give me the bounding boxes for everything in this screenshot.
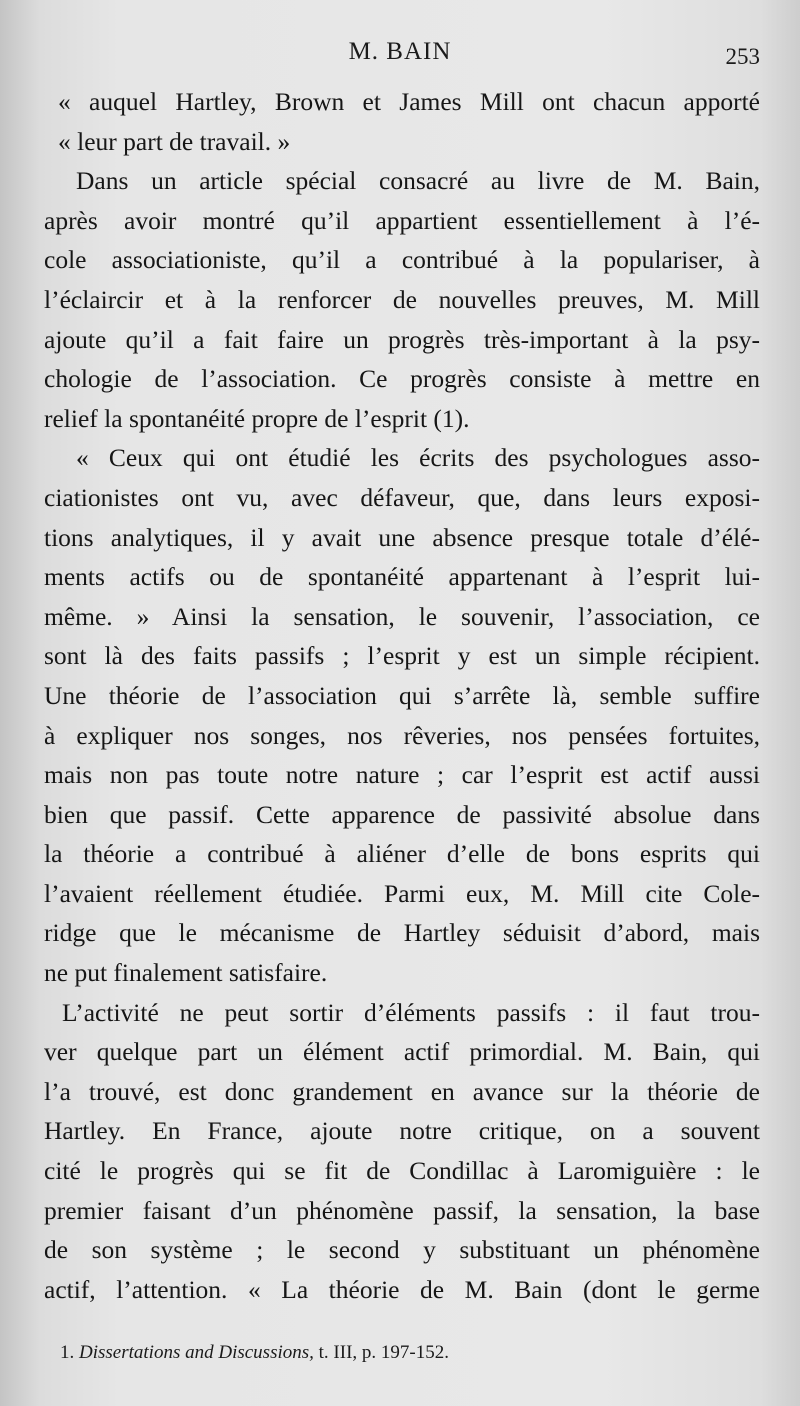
text-line: actif, l’attention. « La théorie de M. Bain (dont le germe — [44, 1274, 760, 1304]
text-line: « auquel Hartley, Brown et James Mill ont chacun apporté — [58, 87, 760, 116]
text-line: l’éclaircir et à la renforcer de nouvelles preuves, M. Mill — [44, 284, 760, 314]
text-line: chologie de l’association. Ce progrès consiste à mettre en — [44, 364, 760, 394]
page-number: 253 — [725, 44, 760, 69]
text-line: même. » Ainsi la sensation, le souvenir, l’association, ce — [44, 601, 760, 631]
footnote-number: 1. — [60, 1342, 75, 1363]
footnote — [60, 1342, 449, 1364]
text-line: à expliquer nos songes, nos rêveries, nos pensées fortuites, — [44, 720, 760, 750]
text-line: ments actifs ou de spontanéité appartenant à l’esprit lui- — [44, 562, 760, 592]
text-line: « leur part de travail. » — [58, 126, 291, 156]
page-header — [0, 38, 800, 78]
text-line: L’activité ne peut sortir d’éléments passifs : il faut trou- — [62, 997, 760, 1027]
text-line: relief la spontanéité propre de l’esprit (1). — [44, 403, 470, 433]
text-line: ajoute qu’il a fait faire un progrès très-important à la psy- — [44, 324, 760, 354]
running-head: M. BAIN — [348, 38, 452, 65]
footnote-work-title: Dissertations and Discussions, — [79, 1342, 314, 1363]
text-line: l’avaient réellement étudiée. Parmi eux, M. Mill cite Cole- — [44, 878, 760, 908]
body-text — [44, 82, 760, 1309]
text-line: cole associationiste, qu’il a contribué à la populariser, à — [44, 245, 760, 275]
text-line: tions analytiques, il y avait une absence presque totale d’élé- — [44, 522, 760, 552]
text-line: l’a trouvé, est donc grandement en avance sur la théorie de — [44, 1076, 760, 1106]
footnote-reference: t. III, p. 197-152. — [318, 1342, 449, 1363]
text-line: après avoir montré qu’il appartient essentiellement à l’é- — [44, 205, 760, 235]
text-line: mais non pas toute notre nature ; car l’esprit est actif aussi — [44, 760, 760, 790]
text-line: cité le progrès qui se fit de Condillac à Laromiguière : le — [44, 1156, 760, 1186]
text-line: la théorie a contribué à aliéner d’elle de bons esprits qui — [44, 839, 760, 869]
text-line: Dans un article spécial consacré au livre de M. Bain, — [76, 166, 760, 196]
text-line: premier faisant d’un phénomène passif, la sensation, la base — [44, 1195, 760, 1225]
text-line: sont là des faits passifs ; l’esprit y est un simple récipient. — [44, 641, 760, 671]
text-line: Une théorie de l’association qui s’arrête là, semble suffire — [44, 680, 760, 710]
text-line: ridge que le mécanisme de Hartley séduisit d’abord, mais — [44, 918, 760, 948]
text-line: bien que passif. Cette apparence de passivité absolue dans — [44, 799, 760, 829]
text-line: ciationistes ont vu, avec défaveur, que, dans leurs exposi- — [44, 482, 760, 512]
text-line: ne put finalement satisfaire. — [44, 958, 328, 988]
text-line: Hartley. En France, ajoute notre critique, on a souvent — [44, 1116, 760, 1146]
text-line: ver quelque part un élément actif primordial. M. Bain, qui — [44, 1037, 760, 1067]
text-line: de son système ; le second y substituant un phénomène — [44, 1235, 760, 1265]
text-line: « Ceux qui ont étudié les écrits des psychologues asso- — [76, 443, 760, 473]
